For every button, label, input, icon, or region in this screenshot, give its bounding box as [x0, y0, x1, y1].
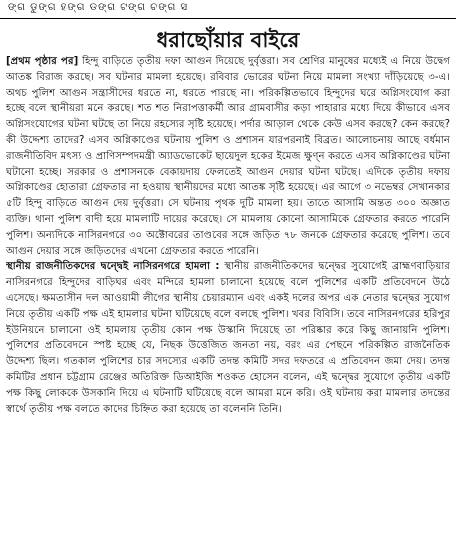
paragraph-1 [6, 54, 450, 259]
paragraph-2 [6, 259, 450, 417]
subheading: স্থানীয় রাজনীতিকদের দ্বন্দ্বেই নাসিরনগরে হামলা : [6, 261, 220, 273]
masthead-strip [0, 0, 456, 19]
article-body [6, 54, 450, 528]
continuation-tag: [প্রথম পৃষ্ঠার পর] [6, 56, 79, 67]
masthead-fragment: ଙ୍ଗ ଡୁଙ୍ଗ ହଙ୍ଗ ଡଙ୍ଗ ଟଙ୍ଗ ଚଙ୍ଗ ସ [8, 2, 189, 13]
headline: ধরাছোঁয়ার বাইরে [156, 27, 300, 52]
paragraph-1-text: হিন্দু বাড়িতে তৃতীয় দফা আগুন দিয়েছে দুর্বৃত্তরা। সব শ্রেণির মানুষের মধ্যেই এ নিয়ে উদ্বেগ আতঙ্ক বিরাজ করছে। সব ঘটনার মামলা হয়েছে। রবিবার ভোরের ঘটনা নিয়ে মামলা সংখ্যা দাঁড়িয়েছে ৩-এ। অথচ পুলিশ আগুন সন্ত্রাসীদের ধরতে না, ধরতে পারছে না। পরিকল্পিতভাবে হিন্দুদের ঘরে অগ্নিসংযোগ করা হচ্ছে বলে স্থানীয়রা মনে করছে। শত শত নিরাপত্তাকর্মী আর গ্রামবাসীর কড়া পাহারার মধ্যে দিয়ে কীভাবে এসব অগ্নিসংযোগের ঘটনা ঘটছে তা নিয়ে রহস্যের সৃষ্টি হয়েছে। পর্দার আড়াল থেকে কেউ এসব করছে? কেন করছে? কী উদ্দেশ্য তাদের? এসব অগ্নিকাণ্ডের ঘটনায় পুলিশ ও প্রশাসন যারপরনাই বিব্রত। আলোচনায় আছে বর্ধমান রাজনীতিবিদ মৎস্য ও প্রাণিসম্পদমন্ত্রী অ্যাডভোকেট ছায়েদুল হকের ইমেজ ক্ষুণ্ন করতে এসব অগ্নিকাণ্ডের ঘটনা ঘটানো হচ্ছে। সরকার ও প্রশাসনকে বেকায়দায় ফেলতেই আগুন দেয়ার ঘটনা ঘটছে। এদিকে তৃতীয় দফায় অগ্নিকাণ্ডের হোতারা গ্রেফতার না হওয়ায় স্থানীয়দের মধ্যে আতঙ্ক সৃষ্টি হয়েছে। এর আগে ৩ নভেম্বর সেখানকার ৫টি হিন্দু বাড়িতে আগুন দেয় দুর্বৃত্তরা। সে ঘটনায় পৃথক দুটি মামলা হয়। তাতে আসামি অন্তত ৩০০ অজ্ঞাত ব্যক্তি। থানা পুলিশ বাদী হয়ে মামলাটি দায়ের করেছে। সে মামলায় কোনো আসামিকে গ্রেফতার করতে পারেনি পুলিশ। অন্যদিকে নাসিরনগরে ৩০ অক্টোবরের তাণ্ডবের সঙ্গে জড়িত ৭৮ জনকে গ্রেফতার করেছে পুলিশ। তবে আগুন দেয়ার সঙ্গে জড়িতদের এখনো গ্রেফতার করতে পারেনি। [6, 56, 450, 257]
paragraph-2-text: স্থানীয় রাজনীতিকদের দ্বন্দ্বের সুযোগেই ব্রাহ্মণবাড়িয়ার নাসিরনগরে হিন্দুদের বাড়িঘর এবং মন্দিরে হামলা চালানো হয়েছে বলে পুলিশের একটি প্রতিবেদনে উঠে এসেছে। ক্ষমতাসীন দল আওয়ামী লীগের স্থানীয় চেয়ারম্যান এবং একই দলের অপর এক নেতার দ্বন্দ্বের সুযোগ নিয়ে তৃতীয় একটি পক্ষ এই হামলার ঘটনা ঘটিয়েছে বলে বলছে পুলিশ। খবর বিবিসি। তবে নাসিরনগরের হরিপুর ইউনিয়নে চালানো ওই হামলায় তৃতীয় কোন পক্ষ উস্কানি দিয়েছে তা পরিষ্কার করে কিছু জানায়নি পুলিশ। পুলিশের প্রতিবেদনে স্পষ্ট হচ্ছে যে, নিছক উত্তেজিত জনতা নয়, বরং এর পেছনে পরিকল্পিত রাজনৈতিক উদ্দেশ্য ছিল। গতকাল পুলিশের চার সদস্যের একটি তদন্ত কমিটি সদর দফতরে এ প্রতিবেদন জমা দেয়। তদন্ত কমিটির প্রধান চট্টগ্রাম রেঞ্জের অতিরিক্ত ডিআইজি শওকত হোসেন বলেন, এই দ্বন্দ্বের সুযোগে তৃতীয় একটি পক্ষ কিছু লোককে উসকানি দিয়ে এ ঘটনাটি ঘটিয়েছে বলে আমরা মনে করি। ওই ঘটনায় করা মামলার তদন্তের স্বার্থে তৃতীয় পক্ষ বলতে কাদের চিহ্নিত করা হয়েছে তা বলেননি তিনি। [6, 261, 450, 415]
